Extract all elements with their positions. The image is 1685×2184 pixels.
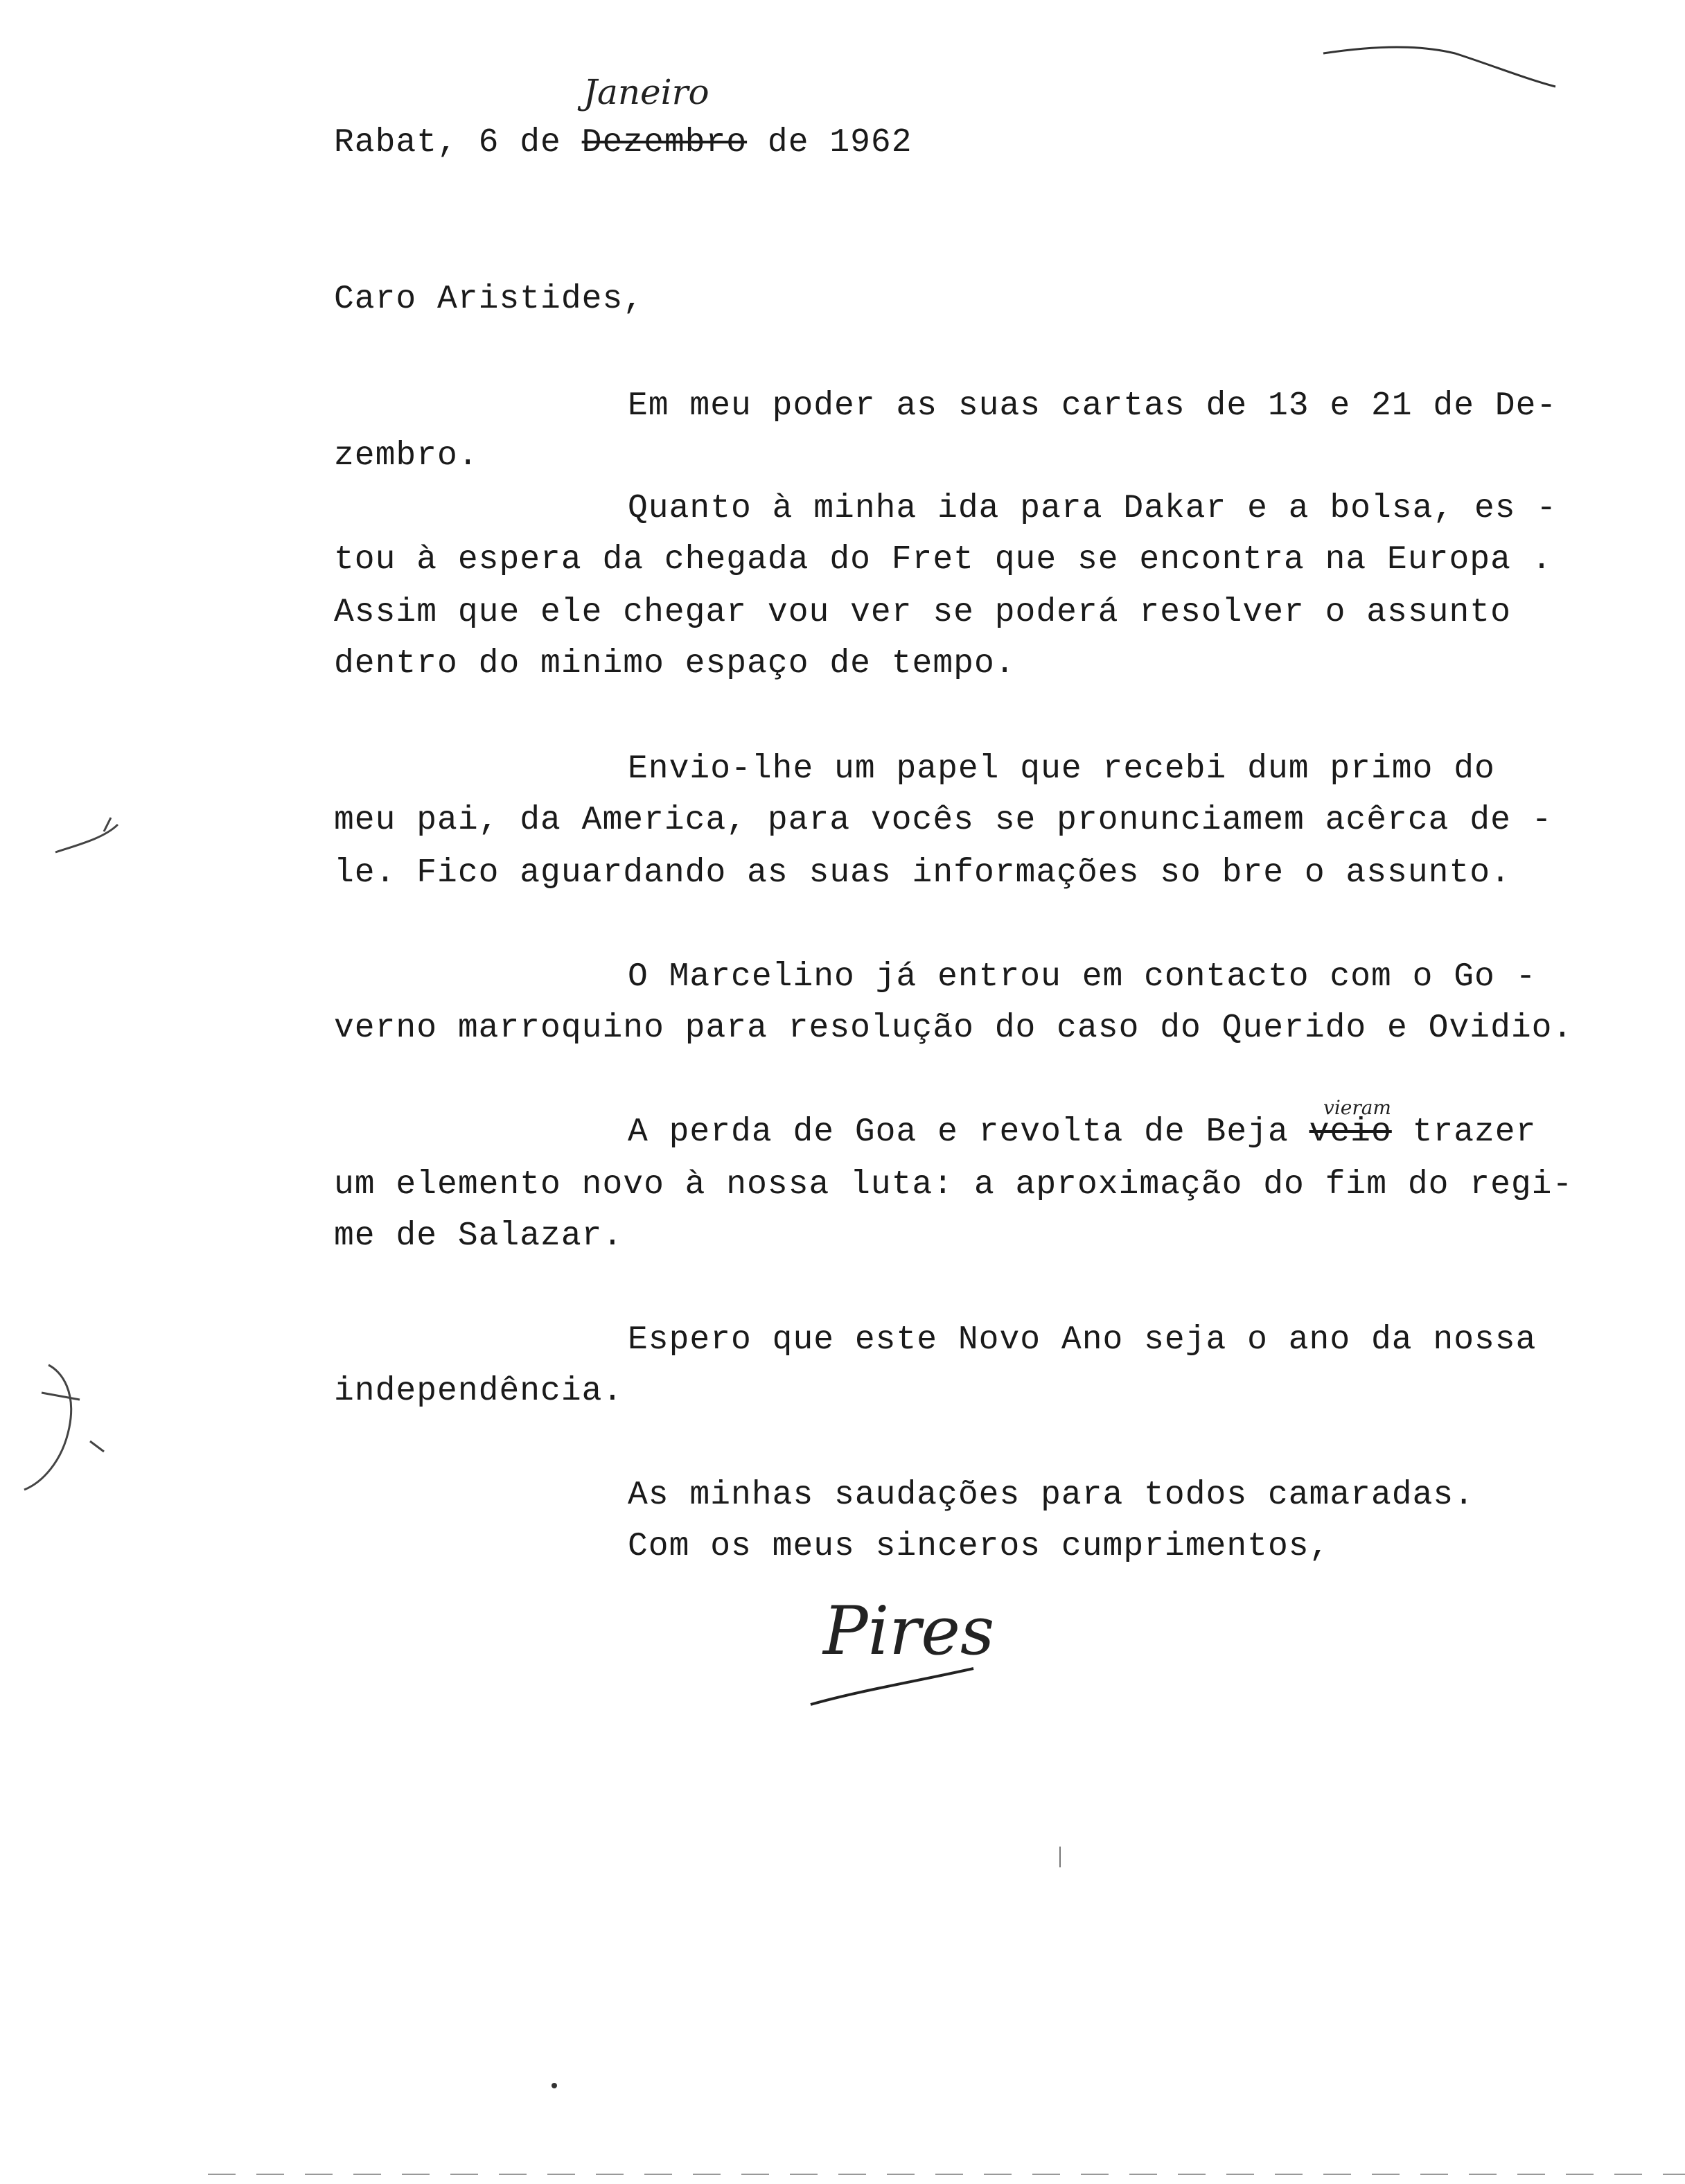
- handwritten-insertion: vieram: [1323, 1096, 1391, 1119]
- date-line: [334, 123, 912, 162]
- beja-text: A perda de Goa e revolta de Beja: [628, 1113, 1309, 1151]
- signature-underline: [804, 1663, 984, 1718]
- date-prefix: Rabat, 6 de: [334, 124, 582, 161]
- date-suffix: de 1962: [747, 124, 912, 161]
- struck-word: veio: [1309, 1113, 1392, 1151]
- body-line: O Marcelino já entrou em contacto com o Go -: [628, 958, 1537, 996]
- body-line: Quanto à minha ida para Dakar e a bolsa, es -: [628, 490, 1558, 527]
- body-line: verno marroquino para resolução do caso do Querido e Ovidio.: [334, 1010, 1573, 1047]
- beja-after: trazer: [1391, 1113, 1537, 1151]
- body-line: le. Fico aguardando as suas informações so bre o assunto.: [334, 854, 1511, 892]
- beja-line: [628, 1113, 1536, 1152]
- body-line: Envio-lhe um papel que recebi dum primo do: [628, 750, 1495, 788]
- body-line: independência.: [334, 1373, 624, 1410]
- body-line: meu pai, da America, para vocês se pronunciamem acêrca de -: [334, 802, 1553, 839]
- body-line: zembro.: [334, 437, 479, 475]
- body-line: um elemento novo à nossa luta: a aproximação do fim do regi-: [334, 1166, 1573, 1204]
- body-line: Espero que este Novo Ano seja o ano da nossa: [628, 1321, 1537, 1359]
- signature: Pires: [823, 1592, 995, 1670]
- body-line: Assim que ele chegar vou ver se poderá resolver o assunto: [334, 594, 1511, 631]
- body-line: Em meu poder as suas cartas de 13 e 21 de De-: [628, 387, 1558, 425]
- handwritten-month: Janeiro: [583, 72, 709, 112]
- closing-line: Com os meus sinceros cumprimentos,: [628, 1528, 1330, 1565]
- scan-dot: [547, 2079, 561, 2093]
- closing-line: As minhas saudações para todos camaradas.: [628, 1477, 1474, 1514]
- body-line: me de Salazar.: [334, 1217, 624, 1255]
- top-right-pen-stroke: [1316, 38, 1566, 107]
- body-line: tou à espera da chegada do Fret que se encontra na Europa .: [334, 541, 1553, 579]
- page-bottom-edge: [0, 2169, 1685, 2183]
- struck-month: Dezembro: [581, 124, 748, 161]
- margin-bracket: [14, 1351, 111, 1504]
- body-line: dentro do minimo espaço de tempo.: [334, 645, 1016, 682]
- margin-mark: [42, 797, 125, 866]
- scan-speck: [1053, 1843, 1067, 1871]
- salutation: Caro Aristides,: [334, 281, 644, 318]
